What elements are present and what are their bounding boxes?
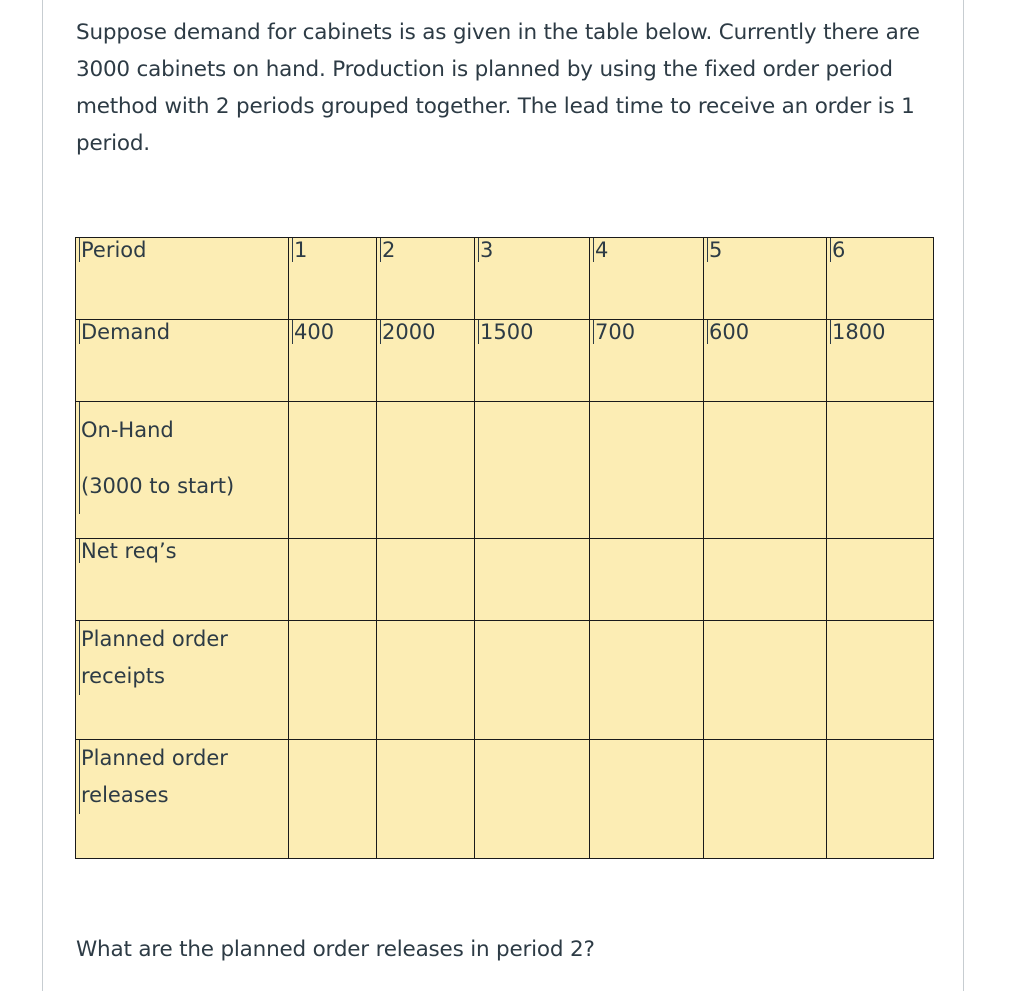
demand-cell-5 xyxy=(704,320,827,402)
period-value: 6 xyxy=(832,238,846,262)
porel-cell-2 xyxy=(377,740,475,859)
onhand-cell-2 xyxy=(377,402,475,539)
demand-value: 400 xyxy=(294,320,335,344)
period-label: Period xyxy=(81,238,147,262)
table-row-planned-order-receipts xyxy=(76,621,934,740)
table-row-demand xyxy=(76,320,934,402)
table-row-planned-order-releases xyxy=(76,740,934,859)
porel-cell-5 xyxy=(704,740,827,859)
period-value: 1 xyxy=(294,238,308,262)
period-cell-3 xyxy=(475,238,590,320)
por-cell-4 xyxy=(590,621,704,740)
period-cell-5 xyxy=(704,238,827,320)
period-cell-4 xyxy=(590,238,704,320)
demand-value: 700 xyxy=(595,320,636,344)
netreq-label-cell xyxy=(76,539,289,621)
period-value: 5 xyxy=(709,238,723,262)
table-row-netreq xyxy=(76,539,934,621)
netreq-cell-5 xyxy=(704,539,827,621)
demand-value: 600 xyxy=(709,320,750,344)
period-label-cell xyxy=(76,238,289,320)
period-value: 3 xyxy=(480,238,494,262)
demand-value: 2000 xyxy=(382,320,436,344)
onhand-label-cell xyxy=(76,402,289,539)
por-cell-2 xyxy=(377,621,475,740)
demand-cell-4 xyxy=(590,320,704,402)
demand-value: 1500 xyxy=(480,320,534,344)
por-cell-3 xyxy=(475,621,590,740)
por-label-cell xyxy=(76,621,289,740)
netreq-cell-3 xyxy=(475,539,590,621)
por-cell-5 xyxy=(704,621,827,740)
porel-cell-1 xyxy=(289,740,377,859)
por-cell-6 xyxy=(827,621,934,740)
porel-label-line1: Planned order xyxy=(79,740,288,777)
period-value: 4 xyxy=(595,238,609,262)
onhand-cell-6 xyxy=(827,402,934,539)
onhand-label: On-Hand xyxy=(79,402,288,458)
period-cell-6 xyxy=(827,238,934,320)
period-cell-2 xyxy=(377,238,475,320)
netreq-label: Net req’s xyxy=(81,539,177,563)
problem-statement: Suppose demand for cabinets is as given in the table below. Currently there are 3000 cabinets on hand. Production is planned by using the fixed order period method with 2 periods grouped together. The lead time to receive an order is 1 period. xyxy=(76,20,920,156)
onhand-cell-5 xyxy=(704,402,827,539)
onhand-cell-4 xyxy=(590,402,704,539)
porel-cell-4 xyxy=(590,740,704,859)
onhand-start-note: (3000 to start) xyxy=(79,458,288,514)
demand-cell-1 xyxy=(289,320,377,402)
period-value: 2 xyxy=(382,238,396,262)
netreq-cell-2 xyxy=(377,539,475,621)
onhand-cell-3 xyxy=(475,402,590,539)
demand-cell-6 xyxy=(827,320,934,402)
por-label-line2: receipts xyxy=(79,658,288,695)
mrp-table xyxy=(75,237,934,859)
demand-cell-2 xyxy=(377,320,475,402)
question-text: What are the planned order releases in period 2? xyxy=(76,937,595,962)
netreq-cell-1 xyxy=(289,539,377,621)
demand-label: Demand xyxy=(81,320,171,344)
porel-cell-3 xyxy=(475,740,590,859)
onhand-cell-1 xyxy=(289,402,377,539)
netreq-cell-6 xyxy=(827,539,934,621)
table-row-period xyxy=(76,238,934,320)
netreq-cell-4 xyxy=(590,539,704,621)
por-label-line1: Planned order xyxy=(79,621,288,658)
demand-label-cell xyxy=(76,320,289,402)
porel-cell-6 xyxy=(827,740,934,859)
demand-cell-3 xyxy=(475,320,590,402)
porel-label-cell xyxy=(76,740,289,859)
por-cell-1 xyxy=(289,621,377,740)
porel-label-line2: releases xyxy=(79,777,288,814)
demand-value: 1800 xyxy=(832,320,886,344)
table-row-onhand xyxy=(76,402,934,539)
period-cell-1 xyxy=(289,238,377,320)
